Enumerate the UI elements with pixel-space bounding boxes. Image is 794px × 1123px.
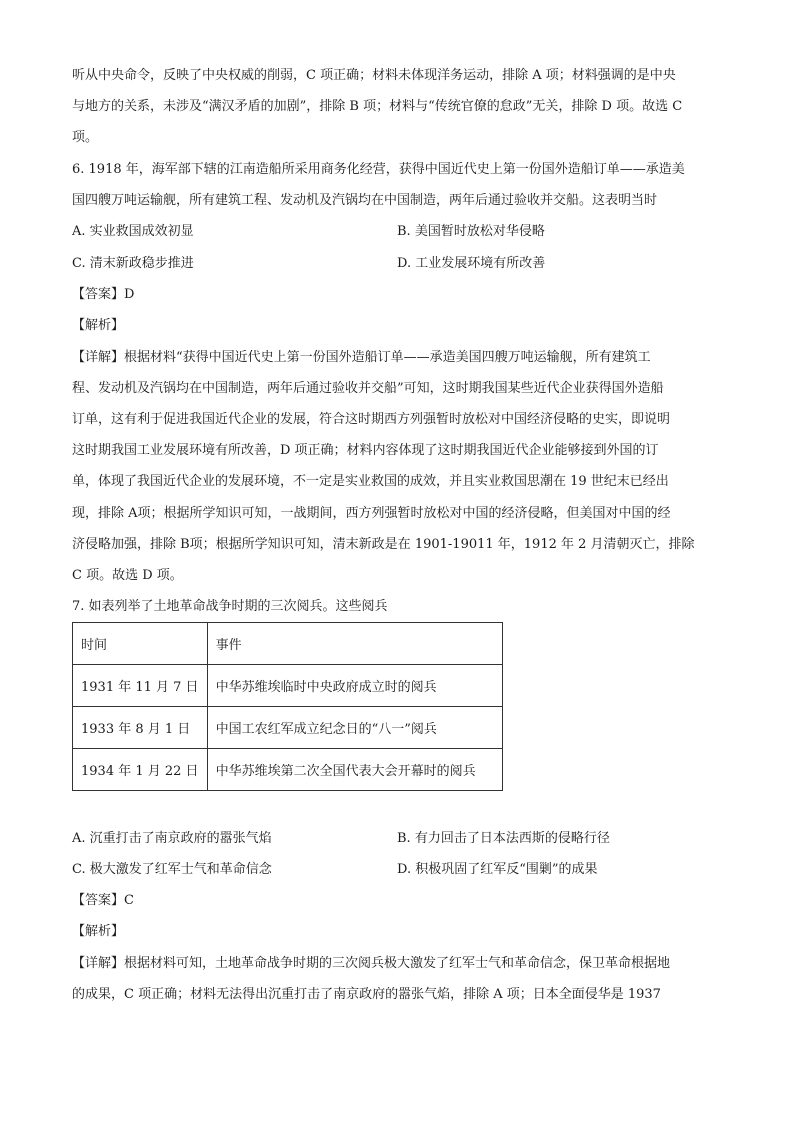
explanation-line: 【详解】根据材料可知，土地革命战争时期的三次阅兵极大激发了红军士气和革命信念，保卫革命根据地 <box>72 956 671 971</box>
table-header-cell: 时间 <box>73 623 208 665</box>
q6-option-c: C. 清末新政稳步推进 <box>72 256 194 271</box>
table-row <box>73 749 503 791</box>
question-6-stem: 国四艘万吨运输舰，所有建筑工程、发动机及汽锅均在中国制造，两年后通过验收并交船。这表明当时 <box>72 193 658 208</box>
table-cell-date: 1931 年 11 月 7 日 <box>73 665 208 707</box>
table-header-row <box>73 623 503 665</box>
text-line: 项。 <box>72 130 99 145</box>
table-cell-event: 中华苏维埃临时中央政府成立时的阅兵 <box>207 665 502 707</box>
table-header-cell: 事件 <box>207 623 502 665</box>
explanation-line: 程、发动机及汽锅均在中国制造，两年后通过验收并交船”可知，这时期我国某些近代企业获得国外造船 <box>72 381 664 396</box>
question-6-stem: 6. 1918 年，海军部下辖的江南造船所采用商务化经营，获得中国近代史上第一份国外造船订单——承造美 <box>72 162 685 177</box>
q6-option-b: B. 美国暂时放松对华侵略 <box>397 224 545 239</box>
analysis-label: 【解析】 <box>72 318 125 333</box>
explanation-line: 订单，这有利于促进我国近代企业的发展，符合这时期西方列强暂时放松对中国经济侵略的史实，即说明 <box>72 412 671 427</box>
explanation-line: 现，排除 A项；根据所学知识可知，一战期间，西方列强暂时放松对中国的经济侵略，但美国对中国的经 <box>72 506 671 521</box>
explanation-line: 【详解】根据材料“获得中国近代史上第一份国外造船订单——承造美国四艘万吨运输舰，所有建筑工 <box>72 350 651 365</box>
explanation-line: C 项。故选 D 项。 <box>72 568 183 583</box>
question-7-stem: 7. 如表列举了土地革命战争时期的三次阅兵。这些阅兵 <box>72 599 388 614</box>
explanation-line: 济侵略加强，排除 B项；根据所学知识可知，清末新政是在 1901-19011 年，1912 年 2 月清朝灭亡，排除 <box>72 537 695 552</box>
q7-option-d: D. 积极巩固了红军反“围剿”的成果 <box>397 862 598 877</box>
explanation-line: 单，体现了我国近代企业的发展环境，不一定是实业救国的成效，并且实业救国思潮在 19 世纪末已经出 <box>72 474 669 489</box>
table-cell-date: 1933 年 8 月 1 日 <box>73 707 208 749</box>
table-row <box>73 665 503 707</box>
q7-option-c: C. 极大激发了红军士气和革命信念 <box>72 862 272 877</box>
parade-table <box>72 622 503 791</box>
q7-option-b: B. 有力回击了日本法西斯的侵略行径 <box>397 831 610 846</box>
table-row <box>73 707 503 749</box>
table-cell-date: 1934 年 1 月 22 日 <box>73 749 208 791</box>
answer-label: 【答案】D <box>72 287 135 302</box>
q7-option-a: A. 沉重打击了南京政府的嚣张气焰 <box>72 831 272 846</box>
q6-option-d: D. 工业发展环境有所改善 <box>397 256 546 271</box>
text-line: 与地方的关系，未涉及“满汉矛盾的加剧”，排除 B 项；材料与“传统官僚的怠政”无关，排除 D 项。故选 C <box>72 99 683 114</box>
q6-option-a: A. 实业救国成效初显 <box>72 224 194 239</box>
answer-label: 【答案】C <box>72 893 134 908</box>
text-line: 听从中央命令，反映了中央权威的削弱，C 项正确；材料未体现洋务运动，排除 A 项；材料强调的是中央 <box>72 68 676 83</box>
analysis-label: 【解析】 <box>72 924 125 939</box>
table-cell-event: 中华苏维埃第二次全国代表大会开幕时的阅兵 <box>207 749 502 791</box>
explanation-line: 这时期我国工业发展环境有所改善，D 项正确；材料内容体现了这时期我国近代企业能够接到外国的订 <box>72 443 659 458</box>
explanation-line: 的成果，C 项正确；材料无法得出沉重打击了南京政府的嚣张气焰，排除 A 项；日本全面侵华是 1937 <box>72 987 661 1002</box>
table-cell-event: 中国工农红军成立纪念日的“八一”阅兵 <box>207 707 502 749</box>
